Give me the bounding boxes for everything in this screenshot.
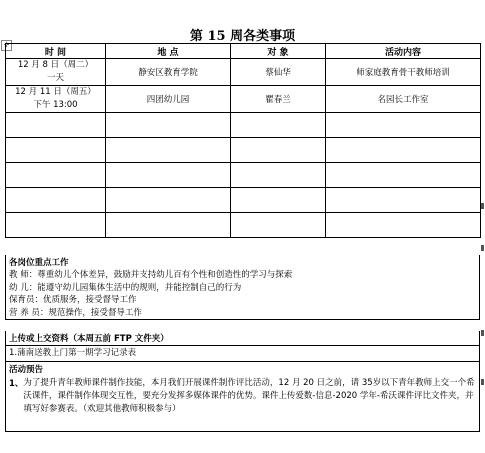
time-date: 12 月 8 日（周二） [17,60,94,70]
time-cell [6,86,106,113]
header-target: 对 象 [231,44,326,59]
empty-row [6,188,481,213]
preview-item-number: 1、 [9,379,24,389]
place-cell: 静安区教育学院 [106,59,231,86]
time-date: 12 月 11 日（周五） [15,87,96,97]
empty-row [6,213,481,238]
time-detail: 一天 [46,73,64,83]
table-row [6,59,481,86]
focus-line-teacher: 教 师：尊重幼儿个体差异，鼓励并支持幼儿百有个性和创造性的学习与探索 [9,270,293,280]
content-cell: 名园长工作室 [326,86,481,113]
target-cell: 蔡仙华 [231,59,326,86]
upload-line: 1.蒲南送教上门第一期学习记录表 [9,348,137,358]
schedule-table [5,43,481,238]
page-title: 第 15 周各类事项 [189,29,296,44]
margin-marker [481,245,484,251]
margin-marker [481,330,484,336]
margin-marker [481,379,484,385]
content-cell: 师家庭教育骨干教师培训 [326,59,481,86]
preview-item-text: 为了提升青年教师课件制作技能，本月我们开展课件制作评比活动，12 月 20 日之前，请 35岁以下青年教师上交一个希沃课件，课件制作体现交互性，要充分发挥多媒体课件的优势。课件上传爱数-信息-2020 学年-希沃课件评比文件夹，并填写好参赛表。（欢迎其他教师积极参与） [23,378,475,414]
preview-item [6,376,479,417]
focus-line-nutritionist: 营 养 员：规范操作，接受督导工作 [9,307,142,318]
empty-row [6,138,481,163]
place-cell: 四团幼儿园 [106,86,231,113]
margin-marker [481,203,484,209]
table-row [6,86,481,113]
preview-section [5,361,480,432]
focus-line-child: 幼 儿：能遵守幼儿园集体生活中的规则，并能控制自己的行为 [9,282,242,293]
target-cell: 瞿春兰 [231,86,326,113]
focus-section [5,255,480,320]
table-move-handle-icon[interactable]: ✛ [1,40,12,51]
focus-line-caregiver: 保育员：优质服务，接受督导工作 [9,295,137,305]
time-cell [6,59,106,86]
empty-row [6,113,481,138]
upload-heading: 上传或上交资料（本周五前 FTP 文件夹） [6,331,479,346]
preview-heading: 活动预告 [6,361,479,376]
upload-section [5,331,480,362]
header-content: 活动内容 [326,44,481,59]
focus-heading: 各岗位重点工作 [9,258,69,268]
header-time: 时 间 [6,44,106,59]
empty-row [6,163,481,188]
time-detail: 下午 13:00 [33,100,78,110]
header-place: 地 点 [106,44,231,59]
table-header-row [6,44,481,59]
